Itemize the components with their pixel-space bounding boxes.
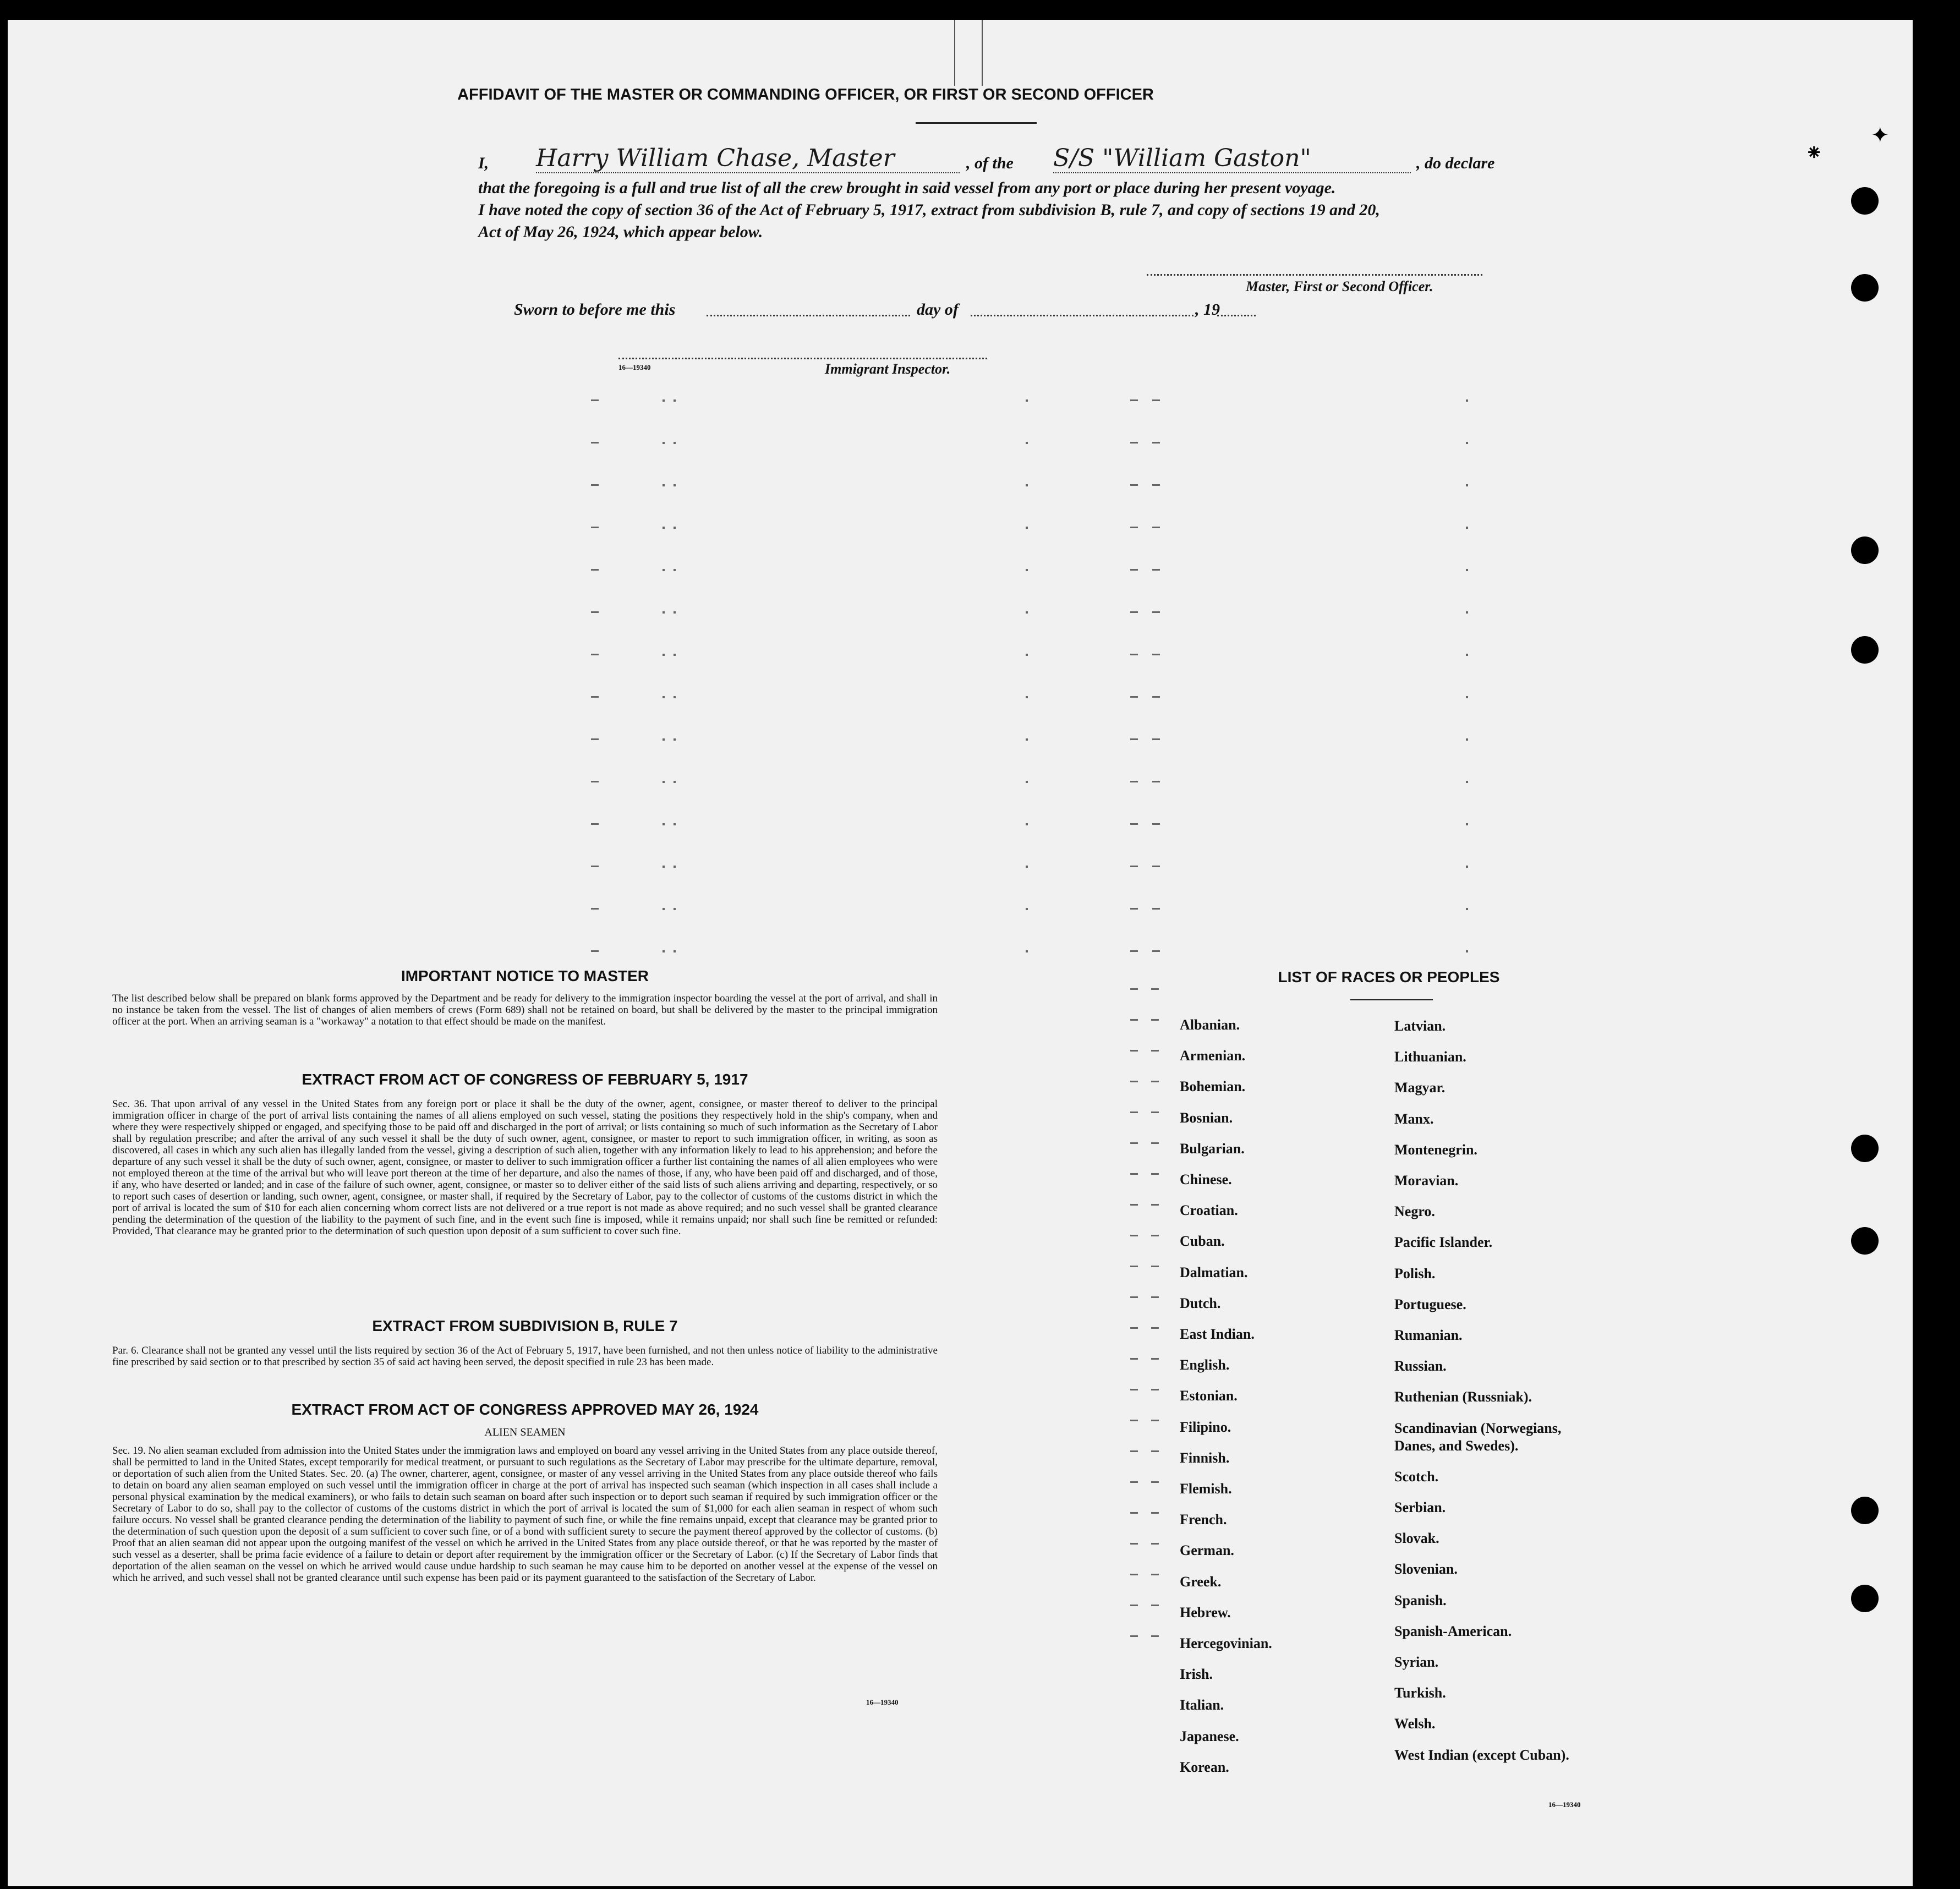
race-item: Finnish. [1180,1450,1230,1466]
faint-mark [1151,1327,1159,1329]
faint-mark [1151,1605,1159,1606]
races-heading: LIST OF RACES OR PEOPLES [1278,968,1500,985]
faint-mark [1130,442,1138,443]
faint-mark [1130,1142,1138,1144]
faint-mark [663,611,665,614]
race-item: Croatian. [1180,1202,1238,1218]
faint-mark [591,654,599,655]
faint-mark [674,527,676,529]
race-item: Bulgarian. [1180,1141,1245,1157]
faint-mark [1152,950,1160,952]
master-name-handwriting: Harry William Chase, Master [536,144,960,173]
race-item: Welsh. [1394,1716,1436,1732]
faint-mark [1130,1635,1138,1637]
race-item: Estonian. [1180,1388,1238,1404]
sworn-day-line [707,315,910,316]
faint-mark [663,738,665,741]
binder-hole [1851,1585,1879,1612]
faint-mark [1151,1296,1159,1298]
affidavit-line-1: that the foregoing is a full and true list of all the crew brought in said vessel from any port or place during her present voyage. [478,179,1336,197]
faint-mark [1151,1574,1159,1575]
faint-mark [1130,569,1138,571]
race-item: Danes, and Swedes). [1394,1438,1519,1454]
race-item: Armenian. [1180,1048,1246,1064]
fold-mark [954,20,955,86]
race-item: Bosnian. [1180,1110,1233,1126]
alien-seamen-subheading: ALIEN SEAMEN [484,1426,566,1438]
faint-mark [1026,696,1028,698]
faint-mark [1130,1173,1138,1175]
faint-mark [1466,484,1468,486]
faint-mark [591,866,599,867]
race-item: Chinese. [1180,1171,1232,1187]
race-item: Hebrew. [1180,1605,1231,1620]
binder-hole [1851,274,1879,302]
faint-mark [1151,1142,1159,1144]
faint-mark [1130,1296,1138,1298]
faint-mark [1151,1635,1159,1637]
race-item: Korean. [1180,1759,1229,1775]
race-item: Ruthenian (Russniak). [1394,1389,1532,1405]
faint-mark [1130,1050,1138,1052]
do-declare-label: , do declare [1416,154,1495,172]
faint-mark [1026,866,1028,868]
faint-mark [674,781,676,783]
race-item: Russian. [1394,1358,1447,1374]
faint-mark [1026,738,1028,741]
faint-mark [1152,654,1160,655]
race-item: Rumanian. [1394,1327,1463,1343]
faint-mark [1130,1420,1138,1421]
faint-mark [1466,866,1468,868]
notice-text: The list described below shall be prepared on blank forms approved by the Department and be ready for delivery to the immigration inspector boarding the vessel at the port of arrival, and shall in no instance be taken from the vessel. The list of changes of alien members of crews (Form 689) shall not be retained on board, but shall be delivered by the master to the principal immigration officer at the port. When an arriving seaman is a "workaway" a notation to that effect should be made on the manifest. [112,993,938,1027]
faint-mark [674,399,676,402]
form-number: 16—19340 [1548,1800,1581,1809]
faint-mark [663,569,665,571]
faint-mark [1151,1543,1159,1545]
faint-mark [674,569,676,571]
faint-mark [1466,696,1468,698]
faint-mark [591,611,599,613]
binder-hole [1851,187,1879,215]
faint-mark [663,527,665,529]
binder-hole [1851,1135,1879,1162]
race-item: Turkish. [1394,1685,1446,1701]
faint-mark [1130,738,1138,740]
faint-mark [1151,1389,1159,1390]
faint-mark [1152,442,1160,443]
faint-mark [591,399,599,401]
faint-mark [591,484,599,486]
race-item: Lithuanian. [1394,1049,1466,1065]
race-item: Filipino. [1180,1419,1231,1435]
race-item: Pacific Islander. [1394,1234,1493,1250]
faint-mark [674,611,676,614]
rule7-text: Par. 6. Clearance shall not be granted any vessel until the lists required by section 36 of the Act of February 5, 1917, have been furnished, and not then unless notice of liability to the administrative fine prescribed by said section or to that prescribed by section 35 of said act having been served, the deposit specified in rule 23 has been made. [112,1345,938,1368]
vessel-name-handwriting: S/S "William Gaston" [1053,144,1411,173]
year-label: , 19 [1195,300,1220,319]
faint-mark [1130,1327,1138,1329]
faint-mark [1130,1450,1138,1452]
race-item: Serbian. [1394,1499,1446,1515]
faint-mark [1151,1420,1159,1421]
race-item: Slovak. [1394,1530,1439,1546]
binder-hole [1851,536,1879,564]
faint-mark [1466,950,1468,952]
faint-mark [591,738,599,740]
faint-mark [1466,654,1468,656]
faint-mark [591,950,599,952]
faint-mark [674,738,676,741]
faint-mark [1151,1512,1159,1514]
faint-mark [1152,908,1160,910]
race-item: Spanish. [1394,1592,1447,1608]
rule7-heading: EXTRACT FROM SUBDIVISION B, RULE 7 [372,1317,678,1334]
faint-mark [1130,1389,1138,1390]
ink-mark: ✦ [1871,123,1890,147]
document-sheet [8,20,1913,1886]
race-item: Greek. [1180,1574,1222,1590]
faint-mark [663,950,665,952]
faint-mark [1130,1574,1138,1575]
faint-mark [1151,1112,1159,1113]
faint-mark [1466,569,1468,571]
race-item: Italian. [1180,1697,1224,1713]
faint-mark [663,781,665,783]
race-item: Cuban. [1180,1233,1225,1249]
inspector-signature-line [618,358,987,359]
binder-hole [1851,636,1879,664]
faint-mark [1152,399,1160,401]
faint-mark [1026,442,1028,444]
faint-mark [591,823,599,825]
race-item: Scotch. [1394,1469,1439,1485]
faint-mark [591,527,599,528]
faint-mark [1130,1358,1138,1360]
faint-mark [674,866,676,868]
faint-mark [1130,399,1138,401]
binder-hole [1851,1497,1879,1524]
faint-mark [663,696,665,698]
faint-mark [1152,527,1160,528]
extract-1917-heading: EXTRACT FROM ACT OF CONGRESS OF FEBRUARY 5, 1917 [302,1071,748,1088]
faint-mark [663,908,665,910]
faint-mark [1466,738,1468,741]
race-item: Polish. [1394,1266,1436,1282]
race-item: Negro. [1394,1203,1435,1219]
affidavit-title: AFFIDAVIT OF THE MASTER OR COMMANDING OFFICER, OR FIRST OR SECOND OFFICER [457,86,1154,103]
faint-mark [1026,781,1028,783]
faint-mark [1130,527,1138,528]
faint-mark [1151,1450,1159,1452]
faint-mark [1130,866,1138,867]
faint-mark [663,866,665,868]
faint-mark [1151,1204,1159,1206]
faint-mark [1026,950,1028,952]
faint-mark [1151,1235,1159,1236]
faint-mark [674,908,676,910]
faint-mark [1130,1481,1138,1483]
race-item: Dutch. [1180,1295,1221,1311]
race-item: Bohemian. [1180,1078,1246,1094]
faint-mark [1466,823,1468,825]
faint-mark [1151,1358,1159,1360]
race-item: Japanese. [1180,1728,1239,1744]
affidavit-line-3: Act of May 26, 1924, which appear below. [478,223,763,241]
faint-mark [1130,908,1138,910]
title-rule [916,122,1037,124]
faint-mark [1130,1235,1138,1236]
faint-mark [1466,908,1468,910]
faint-mark [674,442,676,444]
faint-mark [1152,823,1160,825]
faint-mark [1151,1173,1159,1175]
faint-mark [674,696,676,698]
faint-mark [663,442,665,444]
sworn-year-line [1217,315,1256,316]
extract-1917-text: Sec. 36. That upon arrival of any vessel in the United States from any foreign port or place it shall be the duty of the owner, agent, consignee, or master thereof to deliver to the principal immigration officer in charge of the port of arrival lists containing the names of all aliens employed on such vessel, stating the positions they respectively hold in the ship's company, when and where they were respectively shipped or engaged, and specifying those to be paid off and discharged in the port of arrival; or lists containing so much of such information as the Secretary of Labor shall by regulation prescribe; and after the arrival of any such vessel it shall be the duty of such owner, agent, consignee, or master to report to such immigration officer, in writing, as soon as discovered, all cases in which any such alien has illegally landed from the vessel, giving a description of such alien, together with any information likely to lead to his apprehension; and before the departure of any such vessel it shall be the duty of such owner, agent, consignee, or master to deliver to such immigration officer a further list containing the names of all alien employees who were not employed thereon at the time of the arrival but who will leave port thereon at the time of her departure, and also the names of those, if any, who have been paid off and discharged, and of those, if any, who have deserted or landed; and in case of the failure of such owner, agent, consignee, or master so to deliver either of the said lists of such aliens arriving and departing, respectively, or so to report such cases of desertion or landing, such owner, agent, consignee, or master shall, if required by the Secretary of Labor, pay to the collector of customs of the customs district in which the port of arrival is located the sum of $10 for each alien concerning whom correct lists are not delivered or a true report is not made as above required; and no such vessel shall be granted clearance pending the determination of the question of the liability to the payment of such fine, and in the event such fine is imposed, while it remains unpaid; nor shall such fine be remitted or refunded: Provided, That clearance may be granted prior to the determination of such question upon deposit of a sum sufficient to cover such fine. [112,1098,938,1237]
faint-mark [1152,781,1160,782]
faint-mark [1130,988,1138,990]
race-item: German. [1180,1542,1234,1558]
faint-mark [1130,654,1138,655]
faint-mark [1130,1512,1138,1514]
fold-mark [982,20,983,86]
faint-mark [1130,1019,1138,1021]
inspector-label: Immigrant Inspector. [825,361,951,377]
extract-1924-heading: EXTRACT FROM ACT OF CONGRESS APPROVED MAY 26, 1924 [291,1401,759,1418]
race-item: Hercegovinian. [1180,1635,1272,1651]
faint-mark [663,654,665,656]
faint-mark [1151,988,1159,990]
binder-hole [1851,1227,1879,1255]
faint-mark [591,442,599,443]
faint-mark [663,484,665,486]
faint-mark [1152,866,1160,867]
race-item: Slovenian. [1394,1561,1458,1577]
faint-mark [1026,484,1028,486]
faint-mark [1130,1543,1138,1545]
race-item: English. [1180,1357,1230,1373]
faint-mark [1151,1019,1159,1021]
faint-mark [1130,1266,1138,1267]
faint-mark [1152,484,1160,486]
faint-mark [1151,1266,1159,1267]
faint-mark [1466,781,1468,783]
race-item: Portuguese. [1394,1296,1466,1312]
race-item: Montenegrin. [1394,1142,1477,1158]
faint-mark [1130,1605,1138,1606]
faint-mark [1152,738,1160,740]
faint-mark [1151,1081,1159,1082]
faint-mark [1026,823,1028,825]
faint-mark [1151,1050,1159,1052]
race-item: East Indian. [1180,1326,1255,1342]
faint-mark [1130,781,1138,782]
faint-mark [1152,569,1160,571]
faint-mark [1130,950,1138,952]
faint-mark [591,781,599,782]
faint-mark [1152,696,1160,698]
race-item: Dalmatian. [1180,1264,1248,1280]
race-item: Manx. [1394,1111,1434,1127]
notice-heading: IMPORTANT NOTICE TO MASTER [401,967,649,984]
faint-mark [1130,484,1138,486]
faint-mark [674,484,676,486]
faint-mark [1026,654,1028,656]
race-item: Scandinavian (Norwegians, [1394,1420,1562,1436]
faint-mark [663,823,665,825]
form-number: 16—19340 [618,363,651,371]
faint-mark [1130,611,1138,613]
faint-mark [1026,527,1028,529]
faint-mark [1130,1112,1138,1113]
faint-mark [674,823,676,825]
form-number: 16—19340 [866,1698,899,1706]
race-item: Flemish. [1180,1481,1232,1497]
faint-mark [663,399,665,402]
race-item: Moravian. [1394,1173,1459,1189]
faint-mark [1026,611,1028,614]
race-item: West Indian (except Cuban). [1394,1747,1569,1763]
faint-mark [1026,569,1028,571]
race-item: Syrian. [1394,1654,1439,1670]
race-item: Latvian. [1394,1018,1446,1034]
of-the-label: , of the [966,154,1014,172]
faint-mark [591,569,599,571]
faint-mark [1026,399,1028,402]
faint-mark [1152,611,1160,613]
affidavit-line-2: I have noted the copy of section 36 of the Act of February 5, 1917, extract from subdivision B, rule 7, and copy of sections 19 and 20, [478,201,1380,219]
faint-mark [674,654,676,656]
extract-1924-text: Sec. 19. No alien seaman excluded from admission into the United States under the immigration laws and employed on board any vessel arriving in the United States from any place outside thereof, shall be permitted to land in the United States, except temporarily for medical treatment, or pursuant to such regulations as the Secretary of Labor may prescribe for the ultimate departure, removal, or deportation of such alien from the United States. Sec. 20. (a) The owner, charterer, agent, consignee, or master of any vessel arriving in the United States from any place outside thereof who fails to detain on board any alien seaman employed on such vessel until the immigration officer in charge at the port of arrival has inspected such seaman (which inspection in all cases shall include a personal physical examination by the medical examiners), or who fails to detain such seaman on board after such inspection or to deport such seaman if required by such immigration officer or the Secretary of Labor to do so, shall pay to the collector of customs of the customs district in which the port of arrival is located the sum of $1,000 for each alien seaman in respect of whom such failure occurs. No vessel shall be granted clearance pending the determination of the liability to payment of such fine, or while the fine remains unpaid, except that clearance may be granted prior to the determination of such question upon the deposit of a sum sufficient to cover such fine, or of a bond with sufficient surety to secure the payment thereof approved by the collector of customs. (b) Proof that an alien seaman did not appear upon the outgoing manifest of the vessel on which he arrived in the United States from any place outside thereof, or that he was reported by the master of such vessel as a deserter, shall be prima facie evidence of a failure to detain or deport after requirement by the immigration officer or the Secretary of Labor. (c) If the Secretary of Labor finds that deportation of the alien seaman on the vessel on which he arrived would cause undue hardship to such seaman he may cause him to be deported on another vessel at the expense of the vessel on which he arrived, and such vessel shall not be granted clearance until such expense has been paid or its payment guaranteed to the satisfaction of the Secretary of Labor. [112,1445,938,1584]
races-rule [1350,999,1433,1000]
race-item: Albanian. [1180,1017,1240,1033]
faint-mark [591,696,599,698]
faint-mark [1130,696,1138,698]
faint-mark [1130,823,1138,825]
faint-mark [1466,611,1468,614]
race-item: French. [1180,1512,1227,1527]
race-item: Spanish-American. [1394,1623,1512,1639]
faint-mark [1151,1481,1159,1483]
affidavit-i: I, [478,154,489,172]
faint-mark [1130,1081,1138,1082]
faint-mark [1130,1204,1138,1206]
faint-mark [1026,908,1028,910]
race-item: Irish. [1180,1666,1213,1682]
sworn-month-line [971,315,1193,316]
faint-mark [674,950,676,952]
race-item: Magyar. [1394,1080,1446,1096]
faint-mark [1466,527,1468,529]
master-signature-label: Master, First or Second Officer. [1246,278,1433,294]
master-signature-line [1147,274,1482,276]
faint-mark [1466,442,1468,444]
faint-mark [591,908,599,910]
ink-mark: ⁕ [1805,140,1824,165]
sworn-label: Sworn to before me this [514,300,676,319]
faint-mark [1466,399,1468,402]
day-of-label: day of [917,300,959,319]
